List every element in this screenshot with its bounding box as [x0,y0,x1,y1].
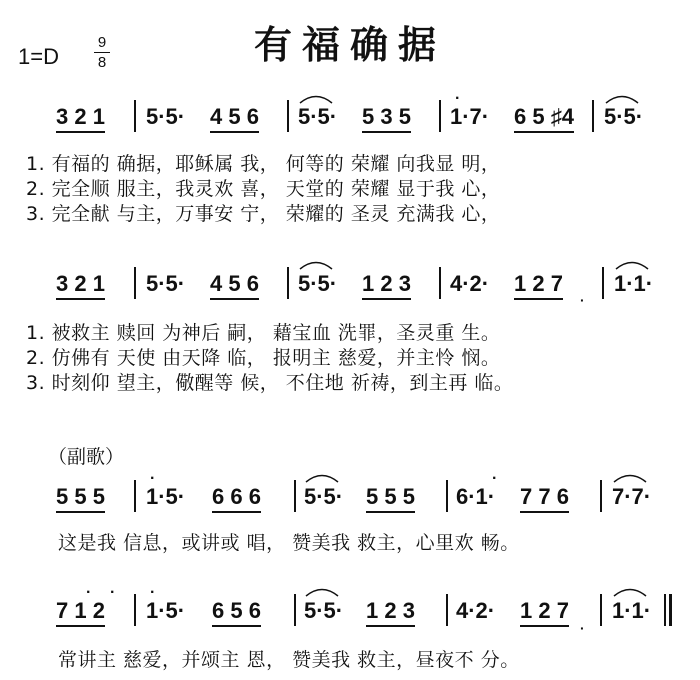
measure-notes: 6·1· [456,484,496,509]
measure-notes: 1 2 7 [514,271,563,300]
key-signature: 1=D [18,44,59,69]
measure-notes: 4·2· [456,598,496,623]
bar-line [600,594,602,626]
high-octave-dot: · [455,90,461,107]
tie-arc [304,585,340,597]
song-title: 有福确据 [253,23,446,67]
tie-arc [612,585,648,597]
low-octave-dot: · [580,620,585,636]
measure-notes: 5 5 5 [56,484,105,513]
lyric-verse-2: 2. 仿佛有 天使 由天降 临， 报明主 慈爱，并主怜 悯。 [26,347,501,369]
high-octave-dot: · [492,470,498,487]
high-octave-dot: · [110,584,116,601]
time-denominator: 8 [97,54,107,71]
measure-notes: 5·5· [146,271,186,296]
measure-notes: 5·5· [304,484,344,509]
bar-line [294,594,296,626]
measure-notes: 5·5· [146,104,186,129]
measure-notes: 1·7· [450,104,490,129]
final-bar-line-thick [669,594,672,626]
chorus-lyric-1: 这是我 信息，或讲或 唱， 赞美我 救主，心里欢 畅。 [58,532,520,554]
measure-notes: 5 3 5 [362,104,411,133]
measure-notes: 6 5 ♯4 [514,104,574,133]
low-octave-dot: · [580,292,585,308]
measure-notes: 4 5 6 [210,271,259,300]
measure-notes: 5·5· [304,598,344,623]
measure-notes: 4·2· [450,271,490,296]
measure-notes: 7 7 6 [520,484,569,513]
high-octave-dot: · [150,584,156,601]
lyric-verse-1: 1. 有福的 确据，耶稣属 我， 何等的 荣耀 向我显 明， [26,153,501,175]
measure-notes: 6 6 6 [212,484,261,513]
final-bar-line [664,594,666,626]
high-octave-dot: · [86,584,92,601]
lyric-verse-3: 3. 完全献 与主，万事安 宁， 荣耀的 圣灵 充满我 心， [26,203,501,225]
measure-notes: 1·5· [146,598,186,623]
bar-line [446,594,448,626]
high-octave-dot: · [150,470,156,487]
measure-notes: 1·1· [612,598,652,623]
bar-line [134,594,136,626]
time-numerator: 9 [97,34,107,51]
measure-notes: 5·5· [604,104,644,129]
measure-notes: 5·5· [298,104,338,129]
measure-notes: 5·5· [298,271,338,296]
measure-notes: 7·7· [612,484,652,509]
measure-notes: 1 2 3 [362,271,411,300]
measure-notes: 3 2 1 [56,271,105,300]
lyric-verse-3: 3. 时刻仰 望主，儆醒等 候， 不住地 祈祷，到主再 临。 [26,372,514,394]
measure-notes: 3 2 1 [56,104,105,133]
lyric-verse-2: 2. 完全顺 服主，我灵欢 喜， 天堂的 荣耀 显于我 心， [26,178,501,200]
chorus-label: （副歌） [48,446,125,468]
measure-notes: 1 2 7 [520,598,569,627]
measure-notes: 1 2 3 [366,598,415,627]
measure-notes: 1·5· [146,484,186,509]
lyric-verse-1: 1. 被救主 赎回 为神后 嗣， 藉宝血 洗罪，圣灵重 生。 [26,322,501,344]
chorus-lyric-2: 常讲主 慈爱，并颂主 恩， 赞美我 救主，昼夜不 分。 [58,649,520,671]
measure-notes: 1·1· [614,271,654,296]
measure-notes: 5 5 5 [366,484,415,513]
measure-notes: 4 5 6 [210,104,259,133]
measure-notes: 7 1 2 [56,598,105,627]
measure-notes: 6 5 6 [212,598,261,627]
